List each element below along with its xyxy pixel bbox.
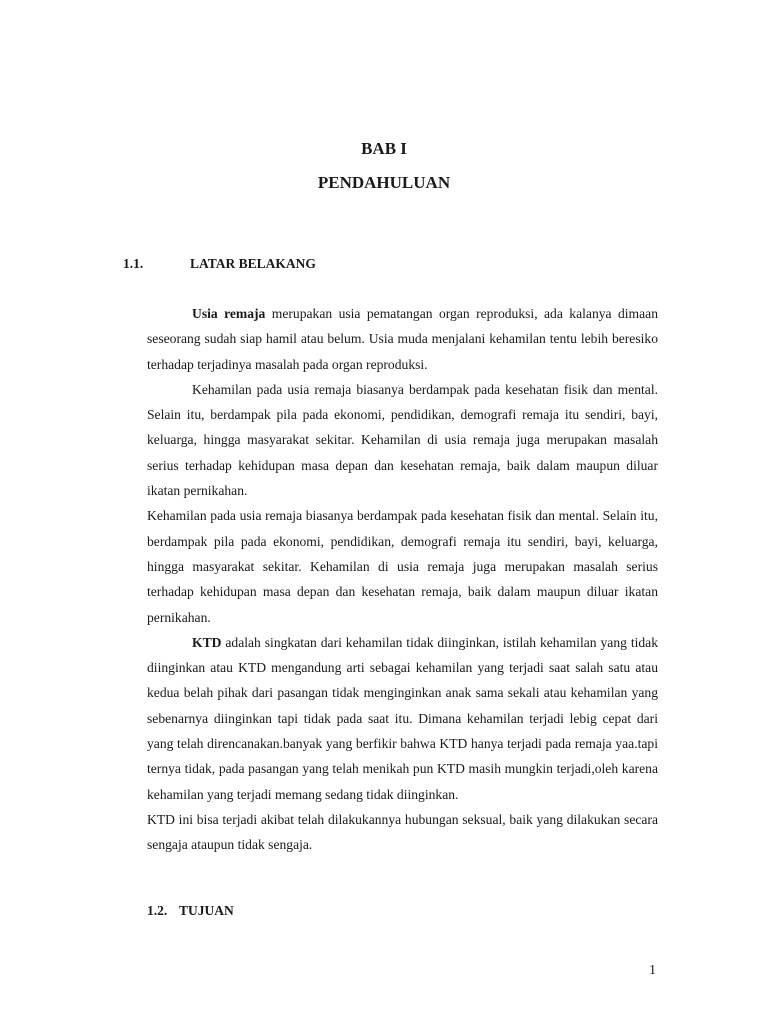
page-number: 1 [649,963,656,978]
section-body [147,301,658,858]
paragraph [147,377,658,503]
chapter-title: PENDAHULUAN [317,173,451,192]
section-number: 1.2. [147,903,168,918]
section-title: TUJUAN [179,903,234,918]
paragraph [147,807,658,858]
paragraph-lead: Usia remaja [192,306,266,321]
paragraph-text: adalah singkatan dari kehamilan tidak diinginkan, istilah kehamilan yang tidak diinginkan atau KTD mengandung arti sebagai kehamilan yang terjadi saat salah satu atau kedua belah pihak dari pasangan tidak menginginkan anak sama sekali atau kehamilan yang sebenarnya diinginkan tapi tidak pada saat itu. Dimana kehamilan terjadi lebig cepat dari yang telah direncanakan.banyak yang berfikir bahwa KTD hanya terjadi pada remaja yaa.tapi ternya tidak, pada pasangan yang telah menikah pun KTD masih mungkin terjadi,oleh karena kehamilan yang terjadi memang sedang tidak diinginkan. [147,634,658,802]
paragraph-lead: KTD [192,634,222,650]
paragraph-text: KTD ini bisa terjadi akibat telah dilakukannya hubungan seksual, baik yang dilakukan secara sengaja ataupun tidak sengaja. [147,811,658,853]
paragraph [147,503,658,629]
paragraph-text: Kehamilan pada usia remaja biasanya berdampak pada kesehatan fisik dan mental. Selain itu, berdampak pila pada ekonomi, pendidikan, demografi remaja itu sendiri, bayi, keluarga, hingga masyarakat sekitar. Kehamilan di usia remaja juga merupakan masalah serius terhadap kehidupan masa depan dan kesehatan remaja, baik dalam maupun diluar ikatan pernikahan. [147,381,658,499]
section-title: LATAR BELAKANG [190,256,316,271]
chapter-number: BAB I [361,139,407,158]
paragraph [147,301,658,377]
paragraph-text: merupakan usia pematangan organ reproduksi, ada kalanya dimaan seseorang sudah siap hamil atau belum. Usia muda menjalani kehamilan tentu lebih beresiko terhadap terjadinya masalah pada organ reproduksi. [147,306,658,372]
paragraph-text: Kehamilan pada usia remaja biasanya berdampak pada kesehatan fisik dan mental. Selain itu, berdampak pila pada ekonomi, pendidikan, demografi remaja itu sendiri, bayi, keluarga, hingga masyarakat sekitar. Kehamilan di usia remaja juga merupakan masalah serius terhadap kehidupan masa depan dan kesehatan remaja, baik dalam maupun diluar ikatan pernikahan. [147,508,658,625]
section-number: 1.1. [123,256,144,271]
paragraph [147,630,658,807]
